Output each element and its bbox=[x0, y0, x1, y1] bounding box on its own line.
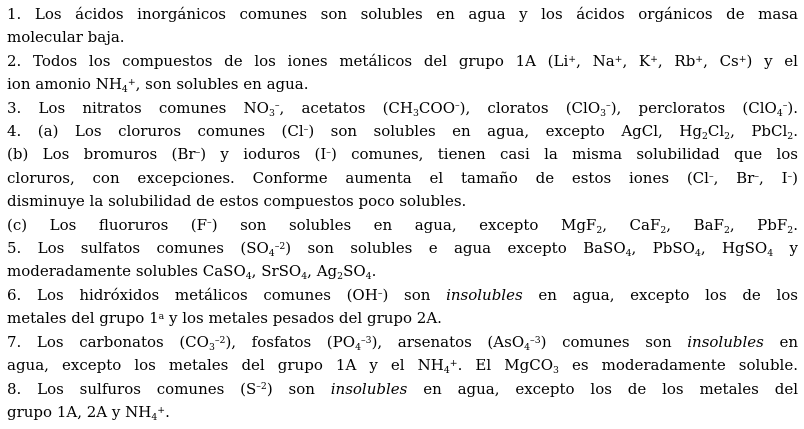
text-run: 2. Todos los compuestos de los iones metálicos del grupo 1A (Li bbox=[7, 51, 569, 70]
subscript: 2 bbox=[596, 224, 603, 236]
superscript: + bbox=[738, 53, 747, 65]
text-run: ) son solubles en agua, excepto MgF bbox=[211, 215, 597, 234]
subscript: 4 bbox=[776, 107, 783, 119]
text-line bbox=[7, 3, 798, 26]
text-run: y bbox=[773, 239, 798, 258]
text-run: metales del grupo 1 bbox=[7, 309, 159, 328]
subscript: 4 bbox=[301, 271, 308, 283]
subscript: 4 bbox=[443, 365, 450, 377]
text-run: , PbSO bbox=[631, 239, 695, 258]
text-run: . bbox=[793, 215, 798, 234]
text-run: 6. Los hidróxidos metálicos comunes (OH bbox=[7, 285, 378, 304]
text-run: , acetatos (CH bbox=[279, 98, 413, 117]
text-run: SO bbox=[343, 262, 366, 281]
text-run: , Br bbox=[713, 168, 755, 187]
superscript: – bbox=[303, 123, 309, 135]
italic-emphasis: insolubles bbox=[687, 332, 764, 351]
text-run: y los metales pesados del grupo 2A. bbox=[164, 309, 442, 328]
text-run: agua, excepto los metales del grupo 1A y el NH bbox=[7, 356, 444, 375]
text-run: ) son bbox=[266, 379, 331, 398]
text-line bbox=[7, 167, 798, 190]
text-run: ) y el bbox=[746, 51, 798, 70]
text-line bbox=[7, 26, 798, 49]
subscript: 2 bbox=[660, 224, 667, 236]
text-run: . bbox=[165, 402, 170, 421]
text-run: 7. Los carbonatos (CO bbox=[7, 332, 209, 351]
text-run: 5. Los sulfatos comunes (SO bbox=[7, 239, 269, 258]
text-run: (b) Los bromuros (Br bbox=[7, 145, 196, 164]
superscript: –2 bbox=[214, 334, 226, 346]
subscript: 2 bbox=[701, 131, 708, 142]
superscript: + bbox=[568, 53, 577, 65]
superscript: – bbox=[708, 170, 714, 182]
subscript: 4 bbox=[268, 248, 275, 260]
text-line bbox=[7, 143, 798, 166]
text-run: , son solubles en agua. bbox=[135, 75, 309, 94]
subscript: 2 bbox=[723, 224, 730, 236]
italic-emphasis: insolubles bbox=[446, 285, 523, 304]
text-run: es moderadamente soluble. bbox=[558, 356, 798, 375]
text-run: , HgSO bbox=[700, 239, 768, 258]
text-line bbox=[7, 97, 798, 120]
text-run: , CaF bbox=[602, 215, 661, 234]
text-run: , PbF bbox=[729, 215, 788, 234]
superscript: –3 bbox=[360, 334, 372, 346]
subscript: 2 bbox=[337, 271, 344, 283]
subscript: 2 bbox=[787, 131, 794, 142]
text-run: , Cs bbox=[703, 51, 739, 70]
text-line bbox=[7, 378, 798, 401]
text-line bbox=[7, 50, 798, 73]
text-line bbox=[7, 307, 798, 330]
text-run: ), cloratos (ClO bbox=[459, 98, 601, 117]
text-run: ), percloratos (ClO bbox=[610, 98, 777, 117]
text-run: ) son solubles e agua excepto BaSO bbox=[285, 239, 626, 258]
text-run: . El MgCO bbox=[457, 356, 553, 375]
subscript: 4 bbox=[245, 271, 252, 283]
subscript: 3 bbox=[413, 107, 419, 119]
text-line bbox=[7, 331, 798, 354]
superscript: – bbox=[455, 100, 460, 112]
text-run: ), arsenatos (AsO bbox=[371, 332, 525, 351]
subscript: 2 bbox=[787, 224, 794, 236]
text-line bbox=[7, 260, 798, 283]
text-run: en agua, excepto los de los bbox=[522, 285, 798, 304]
text-line bbox=[7, 354, 798, 377]
superscript: – bbox=[326, 147, 331, 159]
text-run: ) son bbox=[382, 285, 447, 304]
text-line bbox=[7, 237, 798, 260]
superscript: + bbox=[695, 53, 704, 65]
text-run: moderadamente solubles CaSO bbox=[7, 262, 246, 281]
subscript: 3 bbox=[208, 341, 215, 353]
superscript: – bbox=[195, 147, 201, 159]
subscript: 4 bbox=[524, 341, 531, 353]
text-line bbox=[7, 284, 798, 307]
text-run: en agua, excepto los de los metales del bbox=[407, 379, 798, 398]
text-run: molecular baja. bbox=[7, 28, 125, 47]
text-run: 1. Los ácidos inorgánicos comunes son solubles en agua y los ácidos orgánicos de masa bbox=[7, 5, 798, 23]
superscript: a bbox=[158, 311, 165, 323]
text-run: ) comunes son bbox=[540, 332, 688, 351]
superscript: + bbox=[127, 77, 136, 89]
text-run: ion amonio NH bbox=[7, 75, 122, 94]
italic-emphasis: insolubles bbox=[330, 379, 408, 398]
subscript: 4 bbox=[365, 271, 372, 283]
text-run: grupo 1A, 2A y NH bbox=[7, 402, 152, 421]
superscript: + bbox=[449, 357, 458, 369]
text-run: ), fosfatos (PO bbox=[225, 332, 356, 351]
text-run: 8. Los sulfuros comunes (S bbox=[7, 379, 257, 398]
superscript: –2 bbox=[274, 240, 286, 252]
text-run: , Na bbox=[576, 51, 615, 70]
subscript: 4 bbox=[355, 341, 361, 353]
text-run: 3. Los nitratos comunes NO bbox=[7, 98, 269, 117]
superscript: –2 bbox=[256, 381, 267, 393]
text-run: , I bbox=[759, 168, 788, 187]
text-line bbox=[7, 73, 798, 96]
text-run: , BaF bbox=[666, 215, 724, 234]
text-run: , PbCl bbox=[730, 122, 788, 141]
subscript: 4 bbox=[694, 248, 701, 260]
text-run: cloruros, con excepciones. Conforme aumenta el tamaño de estos iones (Cl bbox=[7, 168, 709, 187]
subscript: 4 bbox=[767, 248, 774, 260]
superscript: – bbox=[377, 287, 383, 299]
text-line bbox=[7, 190, 798, 213]
superscript: – bbox=[787, 170, 793, 182]
text-run: COO bbox=[418, 98, 455, 117]
subscript: 3 bbox=[268, 107, 275, 119]
text-line bbox=[7, 120, 798, 143]
superscript: – bbox=[606, 100, 611, 112]
text-run: , K bbox=[622, 51, 651, 70]
text-run: 4. (a) Los cloruros comunes (Cl bbox=[7, 122, 304, 141]
text-run: ). bbox=[787, 98, 799, 117]
superscript: –3 bbox=[530, 334, 541, 346]
text-run: , Ag bbox=[307, 262, 338, 281]
text-line bbox=[7, 214, 798, 237]
subscript: 4 bbox=[121, 84, 128, 96]
text-run: ) bbox=[792, 168, 799, 187]
text-run: (c) Los fluoruros (F bbox=[7, 215, 208, 234]
superscript: – bbox=[782, 100, 788, 112]
text-line bbox=[7, 401, 798, 424]
text-run: , SrSO bbox=[251, 262, 302, 281]
text-run: , Rb bbox=[657, 51, 696, 70]
subscript: 4 bbox=[625, 248, 632, 260]
subscript: 2 bbox=[724, 131, 731, 142]
subscript: 3 bbox=[553, 365, 559, 377]
text-run: ) y ioduros (I bbox=[200, 145, 327, 164]
text-run: . bbox=[793, 122, 798, 141]
subscript: 3 bbox=[600, 107, 607, 119]
superscript: – bbox=[207, 217, 212, 229]
superscript: + bbox=[614, 53, 623, 65]
superscript: – bbox=[754, 170, 760, 182]
subscript: 4 bbox=[151, 411, 158, 423]
text-run: . bbox=[371, 262, 377, 281]
superscript: + bbox=[650, 53, 658, 65]
text-run: ) comunes, tienen casi la misma solubilidad que los bbox=[330, 145, 798, 164]
text-run: en bbox=[763, 332, 798, 351]
text-run: Cl bbox=[707, 122, 725, 141]
text-run: disminuye la solubilidad de estos compuestos poco solubles. bbox=[7, 192, 467, 211]
superscript: + bbox=[157, 404, 166, 416]
superscript: – bbox=[274, 100, 280, 112]
text-run: ) son solubles en agua, excepto AgCl, Hg bbox=[308, 122, 702, 141]
